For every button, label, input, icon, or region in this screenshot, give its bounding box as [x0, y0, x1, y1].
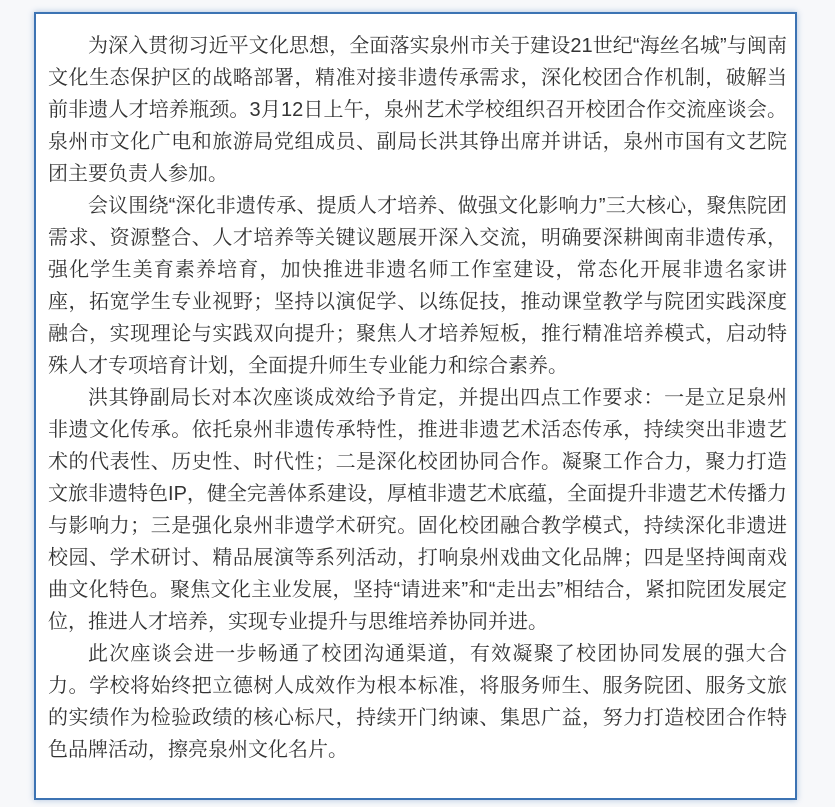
article-container	[34, 12, 797, 800]
paragraph-intro: 为深入贯彻习近平文化思想，全面落实泉州市关于建设21世纪“海丝名城”与闽南文化生态保护区的战略部署，精准对接非遗传承需求，深化校团合作机制，破解当前非遗人才培养瓶颈。3月12日上午，泉州艺术学校组织召开校团合作交流座谈会。泉州市文化广电和旅游局党组成员、副局长洪其铮出席并讲话，泉州市国有文艺院团主要负责人参加。	[48, 35, 787, 185]
paragraph-requirements: 洪其铮副局长对本次座谈成效给予肯定，并提出四点工作要求：一是立足泉州非遗文化传承。依托泉州非遗传承特性，推进非遗艺术活态传承，持续突出非遗艺术的代表性、历史性、时代性；二是深化校团协同合作。凝聚工作合力，聚力打造文旅非遗特色IP，健全完善体系建设，厚植非遗艺术底蕴，全面提升非遗艺术传播力与影响力；三是强化泉州非遗学术研究。固化校团融合教学模式，持续深化非遗进校园、学术研讨、精品展演等系列活动，打响泉州戏曲文化品牌；四是坚持闽南戏曲文化特色。聚焦文化主业发展，坚持“请进来”和“走出去”相结合，紧扣院团发展定位，推进人才培养，实现专业提升与思维培养协同并进。	[48, 387, 787, 633]
paragraph-meeting-topics: 会议围绕“深化非遗传承、提质人才培养、做强文化影响力”三大核心，聚焦院团需求、资源整合、人才培养等关键议题展开深入交流，明确要深耕闽南非遗传承，强化学生美育素养培育，加快推进非遗名师工作室建设，常态化开展非遗名家讲座，拓宽学生专业视野；坚持以演促学、以练促技，推动课堂教学与院团实践深度融合，实现理论与实践双向提升；聚焦人才培养短板，推行精准培养模式，启动特殊人才专项培育计划，全面提升师生专业能力和综合素养。	[48, 195, 787, 377]
paragraph-conclusion: 此次座谈会进一步畅通了校团沟通渠道，有效凝聚了校团协同发展的强大合力。学校将始终把立德树人成效作为根本标准，将服务师生、服务院团、服务文旅的实绩作为检验政绩的核心标尺，持续开门纳谏、集思广益，努力打造校团合作特色品牌活动，擦亮泉州文化名片。	[48, 643, 787, 761]
